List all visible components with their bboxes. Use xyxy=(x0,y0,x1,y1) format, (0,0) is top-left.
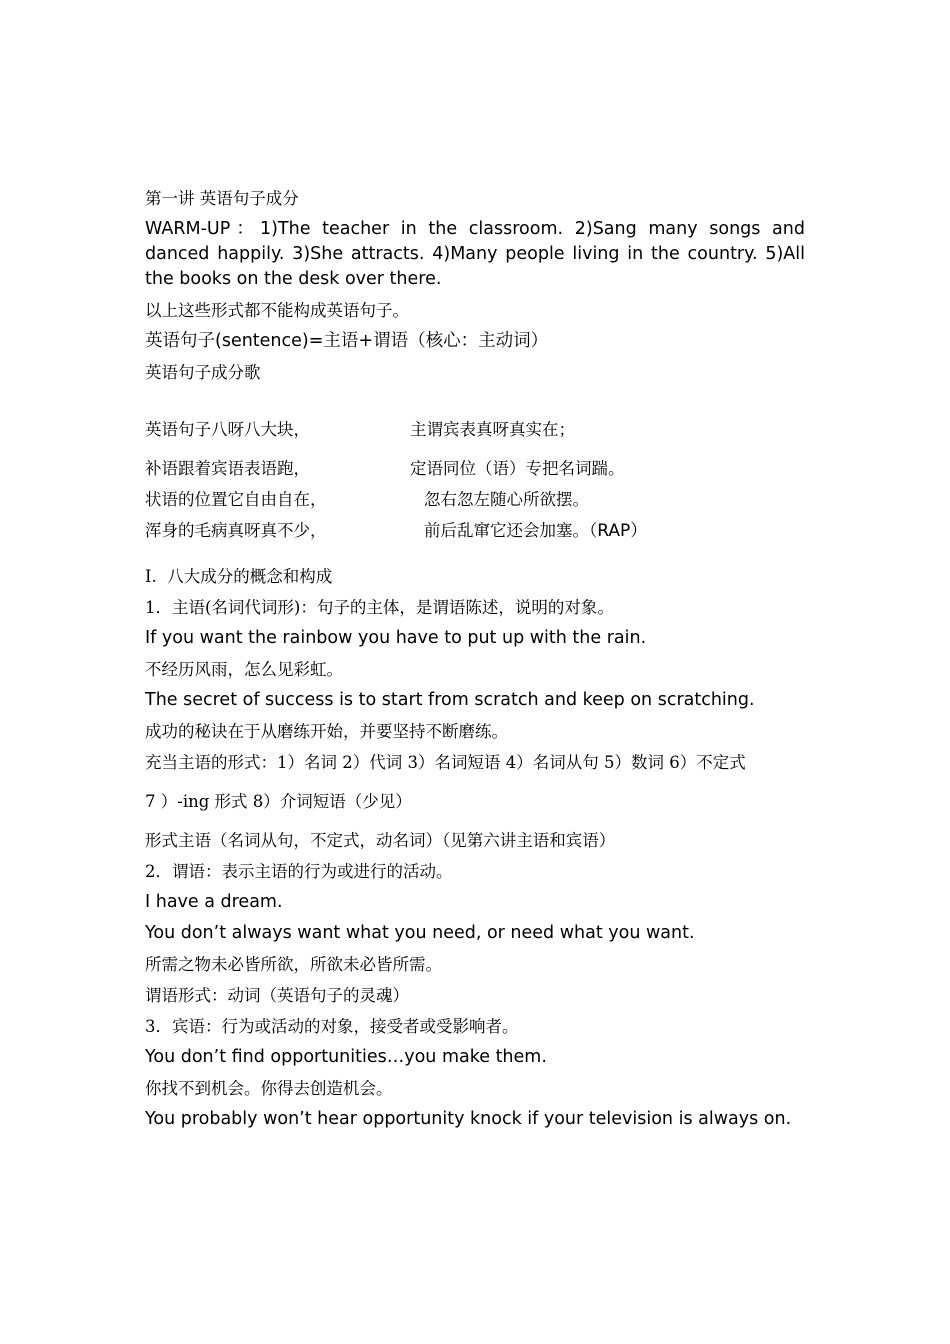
poem-line-right: 定语同位（语）专把名词踹。 xyxy=(410,459,625,478)
poem-line-right-text: 前后乱窜它还会加塞。（ xyxy=(424,521,598,540)
lecture-title: 第一讲 英语句子成分 xyxy=(145,189,299,208)
subject-example-1-en: If you want the rainbow you have to put up with the rain. xyxy=(145,628,647,648)
predicate-example-2-zh: 所需之物未必皆所欲，所欲未必皆所需。 xyxy=(145,955,442,974)
not-sentence-note: 以上这些形式都不能构成英语句子。 xyxy=(145,301,409,320)
poem-line-1 xyxy=(145,417,805,442)
object-heading: 3．宾语：行为或活动的对象，接受者或受影响者。 xyxy=(145,1017,519,1036)
subject-example-1-zh: 不经历风雨，怎么见彩虹。 xyxy=(145,660,343,679)
predicate-forms: 谓语形式：动词（英语句子的灵魂） xyxy=(145,986,409,1005)
poem-line-right: 忽右忽左随心所欲摆。 xyxy=(424,490,589,509)
object-example-1-zh: 你找不到机会。你得去创造机会。 xyxy=(145,1079,393,1098)
poem-line-right xyxy=(410,518,805,544)
blank-line xyxy=(145,550,805,564)
poem-line-left: 状语的位置它自由自在， xyxy=(145,490,327,509)
object-example-1-en: You don’t find opportunities…you make them. xyxy=(145,1047,547,1067)
formal-subject-note: 形式主语（名词从句，不定式，动名词）（见第六讲主语和宾语） xyxy=(145,831,616,850)
subject-heading: 1．主语(名词代词形)：句子的主体，是谓语陈述，说明的对象。 xyxy=(145,598,614,617)
poem-line-left: 英语句子八呀八大块， xyxy=(145,420,310,439)
predicate-example-1-en: I have a dream. xyxy=(145,892,283,912)
poem-line-left: 补语跟着宾语表语跑， xyxy=(145,459,310,478)
poem-line-3 xyxy=(145,487,805,512)
poem-line-left: 浑身的毛病真呀真不少， xyxy=(145,521,327,540)
warmup-paragraph: WARM-UP：1)The teacher in the classroom. 2)Sang many songs and danced happily. 3)She attracts. 4)Many people living in the country. 5)All the books on the desk over there. xyxy=(145,219,811,289)
poem-line-2 xyxy=(145,456,805,481)
subject-forms-line-2: 7 ）-ing 形式 8）介词短语（少见） xyxy=(145,792,412,811)
poem-line-4 xyxy=(145,518,805,544)
rap-label: RAP） xyxy=(597,521,648,541)
sentence-definition: 英语句子(sentence)=主语+谓语（核心：主动词） xyxy=(145,331,549,351)
section-title: I. 八大成分的概念和构成 xyxy=(145,567,333,586)
poem-line-right: 主谓宾表真呀真实在； xyxy=(410,420,575,439)
song-title: 英语句子成分歌 xyxy=(145,363,261,382)
subject-example-2-zh: 成功的秘诀在于从磨练开始，并要坚持不断磨练。 xyxy=(145,722,508,741)
predicate-example-2-en: You don’t always want what you need, or need what you want. xyxy=(145,923,695,943)
blank-line xyxy=(145,391,805,417)
subject-forms-line-1: 充当主语的形式：1）名词 2）代词 3）名词短语 4）名词从句 5）数词 6）不定式 xyxy=(145,753,746,772)
subject-example-2-en: The secret of success is to start from scratch and keep on scratching. xyxy=(145,690,755,710)
document-page xyxy=(145,186,811,1138)
predicate-heading: 2．谓语：表示主语的行为或进行的活动。 xyxy=(145,862,453,881)
object-example-2-en: You probably won’t hear opportunity knock if your television is always on. xyxy=(145,1109,792,1129)
